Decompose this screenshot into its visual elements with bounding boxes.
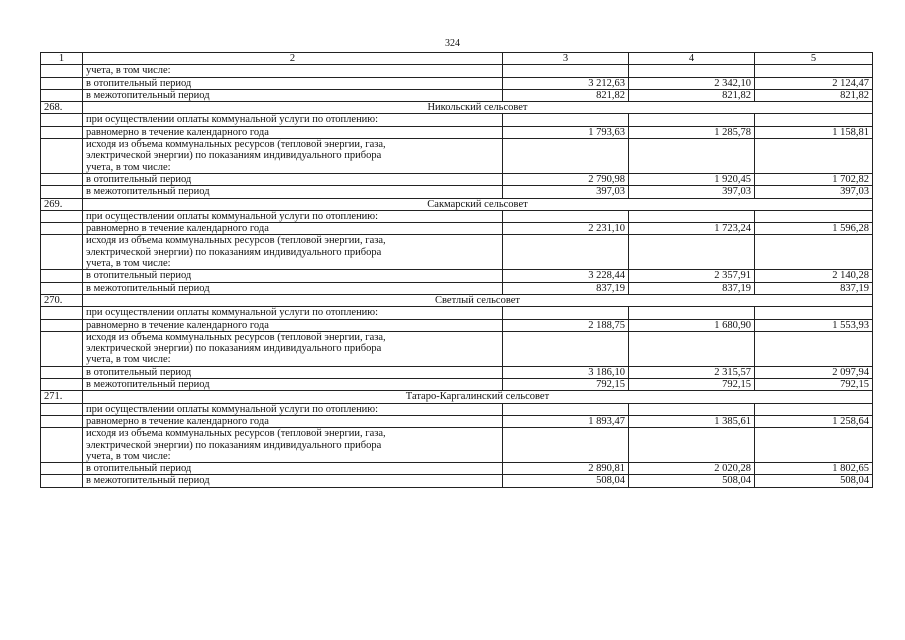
table-row xyxy=(41,89,873,101)
value-cell xyxy=(629,139,755,174)
value-cell xyxy=(503,114,629,126)
description-cell: в межотопительный период xyxy=(83,89,503,101)
index-cell xyxy=(41,428,83,463)
value-cell xyxy=(629,307,755,319)
description-cell xyxy=(83,428,503,463)
value-cell: 2 124,47 xyxy=(755,77,873,89)
value-cell xyxy=(755,139,873,174)
description-line: электрической энергии) по показаниям индивидуального прибора xyxy=(86,150,382,162)
index-cell xyxy=(41,415,83,427)
section-row xyxy=(41,294,873,306)
value-cell xyxy=(629,114,755,126)
section-row xyxy=(41,102,873,114)
index-cell xyxy=(41,89,83,101)
description-line: учета, в том числе: xyxy=(86,450,171,462)
value-cell: 508,04 xyxy=(629,475,755,487)
table-row xyxy=(41,65,873,77)
table-row xyxy=(41,77,873,89)
description-cell: в межотопительный период xyxy=(83,282,503,294)
value-cell xyxy=(503,307,629,319)
value-cell: 2 342,10 xyxy=(629,77,755,89)
description-cell: в межотопительный период xyxy=(83,475,503,487)
description-line: исходя из объема коммунальных ресурсов (тепловой энергии, газа, xyxy=(86,235,386,247)
value-cell: 821,82 xyxy=(755,89,873,101)
value-cell xyxy=(755,114,873,126)
column-header: 3 xyxy=(503,53,629,65)
description-cell xyxy=(83,139,503,174)
description-cell: при осуществлении оплаты коммунальной услуги по отоплению: xyxy=(83,210,503,222)
value-cell: 1 793,63 xyxy=(503,126,629,138)
value-cell: 1 702,82 xyxy=(755,173,873,185)
column-header: 5 xyxy=(755,53,873,65)
index-cell xyxy=(41,186,83,198)
description-line: исходя из объема коммунальных ресурсов (тепловой энергии, газа, xyxy=(86,139,386,151)
value-cell: 3 228,44 xyxy=(503,270,629,282)
description-line: электрической энергии) по показаниям индивидуального прибора xyxy=(86,439,382,451)
value-cell: 1 596,28 xyxy=(755,223,873,235)
section-row xyxy=(41,391,873,403)
section-index: 268. xyxy=(41,102,83,114)
description-cell: в отопительный период xyxy=(83,463,503,475)
value-cell: 837,19 xyxy=(503,282,629,294)
table-row xyxy=(41,307,873,319)
value-cell xyxy=(755,307,873,319)
value-cell xyxy=(755,331,873,366)
tariff-table xyxy=(40,52,873,488)
index-cell xyxy=(41,307,83,319)
description-line: исходя из объема коммунальных ресурсов (тепловой энергии, газа, xyxy=(86,428,386,440)
value-cell xyxy=(629,331,755,366)
column-header: 4 xyxy=(629,53,755,65)
description-cell: в отопительный период xyxy=(83,77,503,89)
value-cell: 837,19 xyxy=(629,282,755,294)
value-cell: 397,03 xyxy=(503,186,629,198)
value-cell xyxy=(755,428,873,463)
section-title: Светлый сельсовет xyxy=(83,294,873,306)
table-row xyxy=(41,428,873,463)
table-row xyxy=(41,210,873,222)
index-cell xyxy=(41,463,83,475)
value-cell: 508,04 xyxy=(755,475,873,487)
table-row xyxy=(41,475,873,487)
table-body xyxy=(41,65,873,487)
section-row xyxy=(41,198,873,210)
value-cell xyxy=(503,65,629,77)
section-title: Татаро-Каргалинский сельсовет xyxy=(83,391,873,403)
index-cell xyxy=(41,114,83,126)
value-cell xyxy=(503,331,629,366)
description-cell: в отопительный период xyxy=(83,270,503,282)
value-cell xyxy=(629,428,755,463)
table-row xyxy=(41,173,873,185)
table-row xyxy=(41,319,873,331)
table-header-row xyxy=(41,53,873,65)
description-line: электрической энергии) по показаниям индивидуального прибора xyxy=(86,246,382,258)
value-cell: 2 188,75 xyxy=(503,319,629,331)
table-row xyxy=(41,403,873,415)
value-cell: 2 357,91 xyxy=(629,270,755,282)
table-row xyxy=(41,139,873,174)
value-cell: 2 315,57 xyxy=(629,366,755,378)
index-cell xyxy=(41,282,83,294)
value-cell: 821,82 xyxy=(629,89,755,101)
value-cell: 821,82 xyxy=(503,89,629,101)
description-cell: при осуществлении оплаты коммунальной услуги по отоплению: xyxy=(83,307,503,319)
description-line: исходя из объема коммунальных ресурсов (тепловой энергии, газа, xyxy=(86,331,386,343)
description-cell: учета, в том числе: xyxy=(83,65,503,77)
table-row xyxy=(41,186,873,198)
description-cell xyxy=(83,331,503,366)
table-row xyxy=(41,331,873,366)
table-row xyxy=(41,463,873,475)
description-cell: в межотопительный период xyxy=(83,186,503,198)
description-cell: равномерно в течение календарного года xyxy=(83,223,503,235)
value-cell: 792,15 xyxy=(629,379,755,391)
section-title: Сакмарский сельсовет xyxy=(83,198,873,210)
value-cell: 837,19 xyxy=(755,282,873,294)
value-cell: 1 802,65 xyxy=(755,463,873,475)
value-cell xyxy=(755,235,873,270)
value-cell: 792,15 xyxy=(755,379,873,391)
section-index: 270. xyxy=(41,294,83,306)
value-cell xyxy=(503,235,629,270)
value-cell: 1 723,24 xyxy=(629,223,755,235)
value-cell: 2 020,28 xyxy=(629,463,755,475)
description-line: электрической энергии) по показаниям индивидуального прибора xyxy=(86,343,382,355)
description-line: учета, в том числе: xyxy=(86,161,171,173)
table-row xyxy=(41,270,873,282)
index-cell xyxy=(41,235,83,270)
value-cell: 2 231,10 xyxy=(503,223,629,235)
value-cell xyxy=(503,428,629,463)
index-cell xyxy=(41,77,83,89)
value-cell: 1 285,78 xyxy=(629,126,755,138)
description-line: учета, в том числе: xyxy=(86,354,171,366)
index-cell xyxy=(41,270,83,282)
description-cell: при осуществлении оплаты коммунальной услуги по отоплению: xyxy=(83,403,503,415)
column-header: 1 xyxy=(41,53,83,65)
value-cell: 508,04 xyxy=(503,475,629,487)
value-cell: 1 920,45 xyxy=(629,173,755,185)
value-cell: 2 097,94 xyxy=(755,366,873,378)
column-header: 2 xyxy=(83,53,503,65)
index-cell xyxy=(41,379,83,391)
page-number: 324 xyxy=(445,38,460,49)
table-row xyxy=(41,223,873,235)
table-row xyxy=(41,114,873,126)
table-row xyxy=(41,235,873,270)
index-cell xyxy=(41,331,83,366)
description-line: учета, в том числе: xyxy=(86,258,171,270)
description-cell: равномерно в течение календарного года xyxy=(83,415,503,427)
description-cell: равномерно в течение календарного года xyxy=(83,319,503,331)
value-cell xyxy=(503,139,629,174)
table-row xyxy=(41,366,873,378)
description-cell xyxy=(83,235,503,270)
value-cell: 792,15 xyxy=(503,379,629,391)
index-cell xyxy=(41,366,83,378)
table-row xyxy=(41,415,873,427)
section-title: Никольский сельсовет xyxy=(83,102,873,114)
value-cell: 1 258,64 xyxy=(755,415,873,427)
index-cell xyxy=(41,210,83,222)
value-cell: 397,03 xyxy=(629,186,755,198)
value-cell xyxy=(755,403,873,415)
value-cell xyxy=(629,403,755,415)
description-cell: в отопительный период xyxy=(83,173,503,185)
value-cell: 1 553,93 xyxy=(755,319,873,331)
index-cell xyxy=(41,319,83,331)
value-cell xyxy=(629,65,755,77)
index-cell xyxy=(41,475,83,487)
table-row xyxy=(41,282,873,294)
description-cell: равномерно в течение календарного года xyxy=(83,126,503,138)
index-cell xyxy=(41,65,83,77)
table-row xyxy=(41,126,873,138)
index-cell xyxy=(41,126,83,138)
description-cell: в отопительный период xyxy=(83,366,503,378)
index-cell xyxy=(41,173,83,185)
table-row xyxy=(41,379,873,391)
index-cell xyxy=(41,403,83,415)
index-cell xyxy=(41,139,83,174)
section-index: 269. xyxy=(41,198,83,210)
value-cell: 3 186,10 xyxy=(503,366,629,378)
value-cell: 3 212,63 xyxy=(503,77,629,89)
index-cell xyxy=(41,223,83,235)
section-index: 271. xyxy=(41,391,83,403)
value-cell xyxy=(755,210,873,222)
description-cell: в межотопительный период xyxy=(83,379,503,391)
value-cell: 1 680,90 xyxy=(629,319,755,331)
value-cell: 397,03 xyxy=(755,186,873,198)
value-cell: 2 890,81 xyxy=(503,463,629,475)
value-cell: 1 893,47 xyxy=(503,415,629,427)
value-cell xyxy=(503,403,629,415)
description-cell: при осуществлении оплаты коммунальной услуги по отоплению: xyxy=(83,114,503,126)
value-cell xyxy=(629,235,755,270)
value-cell xyxy=(503,210,629,222)
value-cell xyxy=(629,210,755,222)
value-cell: 2 790,98 xyxy=(503,173,629,185)
value-cell: 2 140,28 xyxy=(755,270,873,282)
value-cell: 1 158,81 xyxy=(755,126,873,138)
value-cell xyxy=(755,65,873,77)
value-cell: 1 385,61 xyxy=(629,415,755,427)
